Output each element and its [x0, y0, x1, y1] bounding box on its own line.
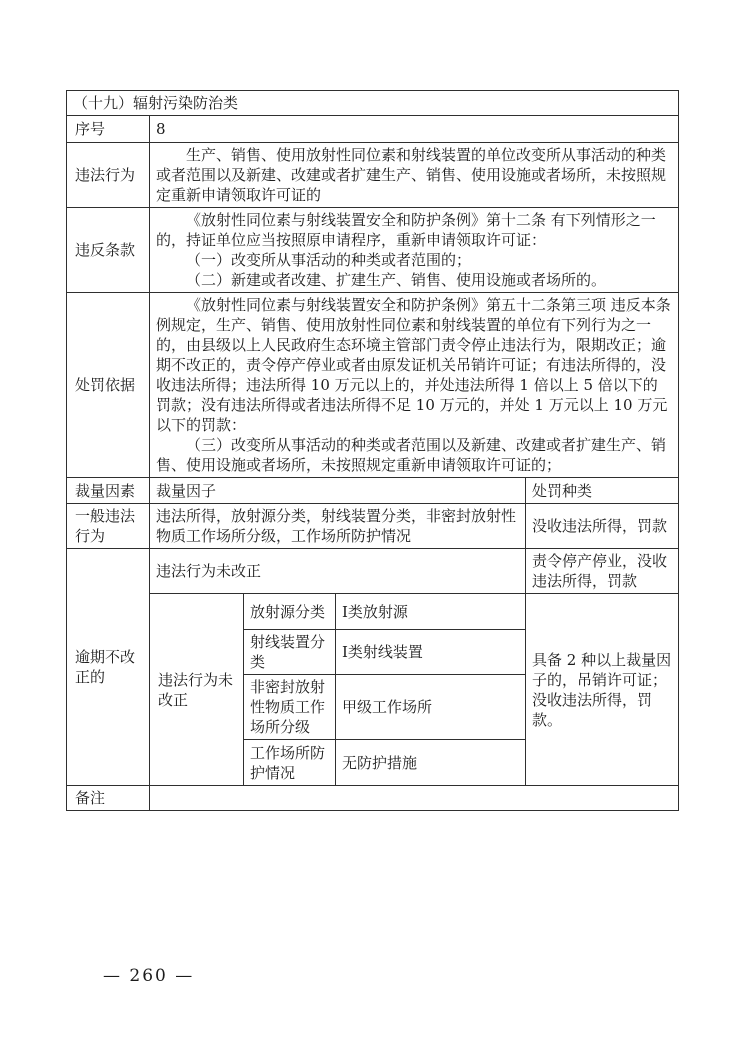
penalty-type-header-cell: 处罚种类 [526, 478, 679, 504]
remark-value-cell [150, 786, 679, 811]
page-number: — 260 — [103, 966, 195, 986]
illegal-act-text-cell [150, 143, 679, 208]
serial-label-cell: 序号 [67, 116, 150, 143]
category-header-text: （十九）辐射污染防治类 [73, 94, 239, 112]
penalty-basis-text-cell [150, 293, 679, 478]
sub-criterion-cell: 非密封放射性物质工作场所分级 [244, 675, 336, 740]
remark-label-cell: 备注 [67, 786, 150, 811]
illegal-act-paragraph: 生产、销售、使用放射性同位素和射线装置的单位改变所从事活动的种类或者范围以及新建、改建或者扩建生产、销售、使用设施或者场所，未按照规定重新申请领取许可证的 [156, 146, 667, 204]
serial-value-cell: 8 [150, 116, 679, 143]
overdue-uncorrected-penalty-cell: 责令停产停业，没收违法所得，罚款 [526, 549, 679, 594]
sub-value-cell: 甲级工作场所 [336, 675, 526, 740]
sub-criterion-cell: 射线装置分类 [244, 630, 336, 675]
illegal-act-label-cell: 违法行为 [67, 143, 150, 208]
sub-criterion-cell: 放射源分类 [244, 594, 336, 630]
general-violation-factor-cell: 违法所得，放射源分类，射线装置分类，非密封放射性物质工作场所分级，工作场所防护情况 [150, 504, 526, 549]
violated-clause-paragraph-3: （二）新建或者改建、扩建生产、销售、使用设施或者场所的。 [186, 271, 607, 289]
overdue-uncorrected-factor-cell: 违法行为未改正 [150, 549, 526, 594]
sub-criterion-cell: 工作场所防护情况 [244, 740, 336, 786]
general-violation-penalty-cell: 没收违法所得，罚款 [526, 504, 679, 549]
overdue-label-cell: 逾期不改正的 [67, 549, 150, 786]
sub-value-cell: 无防护措施 [336, 740, 526, 786]
violated-clause-text-cell [150, 208, 679, 293]
category-header-cell [67, 91, 679, 116]
violated-clause-paragraph-2: （一）改变所从事活动的种类或者范围的； [186, 251, 472, 269]
penalty-discretion-table [66, 90, 679, 811]
penalty-basis-label-cell: 处罚依据 [67, 293, 150, 478]
discretion-factor-header-cell: 裁量因子 [150, 478, 526, 504]
general-violation-label-cell: 一般违法行为 [67, 504, 150, 549]
sub-value-cell: I类放射源 [336, 594, 526, 630]
penalty-basis-paragraph-1: 《放射性同位素与射线装置安全和防护条例》第五十二条第三项 违反本条例规定，生产、销售、使用放射性同位素和射线装置的单位有下列行为之一的，由县级以上人民政府生态环境主管部门责令停止违法行为，限期改正；逾期不改正的，责令停产停业或者由原发证机关吊销许可证；有违法所得的，没收违法所得；违法所得 10 万元以上的，并处违法所得 1 倍以上 5 倍以下的罚款；没有违法所得或者违法所得不足 10 万元的，并处 1 万元以上 10 万元以下的罚款： [156, 296, 671, 434]
sub-value-cell: I类射线装置 [336, 630, 526, 675]
overdue-sub-label-cell: 违法行为未改正 [150, 594, 244, 786]
violated-clause-label-cell: 违反条款 [67, 208, 150, 293]
penalty-basis-paragraph-2: （三）改变所从事活动的种类或者范围以及新建、改建或者扩建生产、销售、使用设施或者场所，未按照规定重新申请领取许可证的； [156, 436, 667, 474]
discretion-factor-label-cell: 裁量因素 [67, 478, 150, 504]
overdue-sub-penalty-cell: 具备 2 种以上裁量因子的，吊销许可证；没收违法所得，罚款。 [526, 594, 679, 786]
violated-clause-paragraph-1: 《放射性同位素与射线装置安全和防护条例》第十二条 有下列情形之一的，持证单位应当按照原申请程序，重新申请领取许可证： [156, 211, 656, 249]
